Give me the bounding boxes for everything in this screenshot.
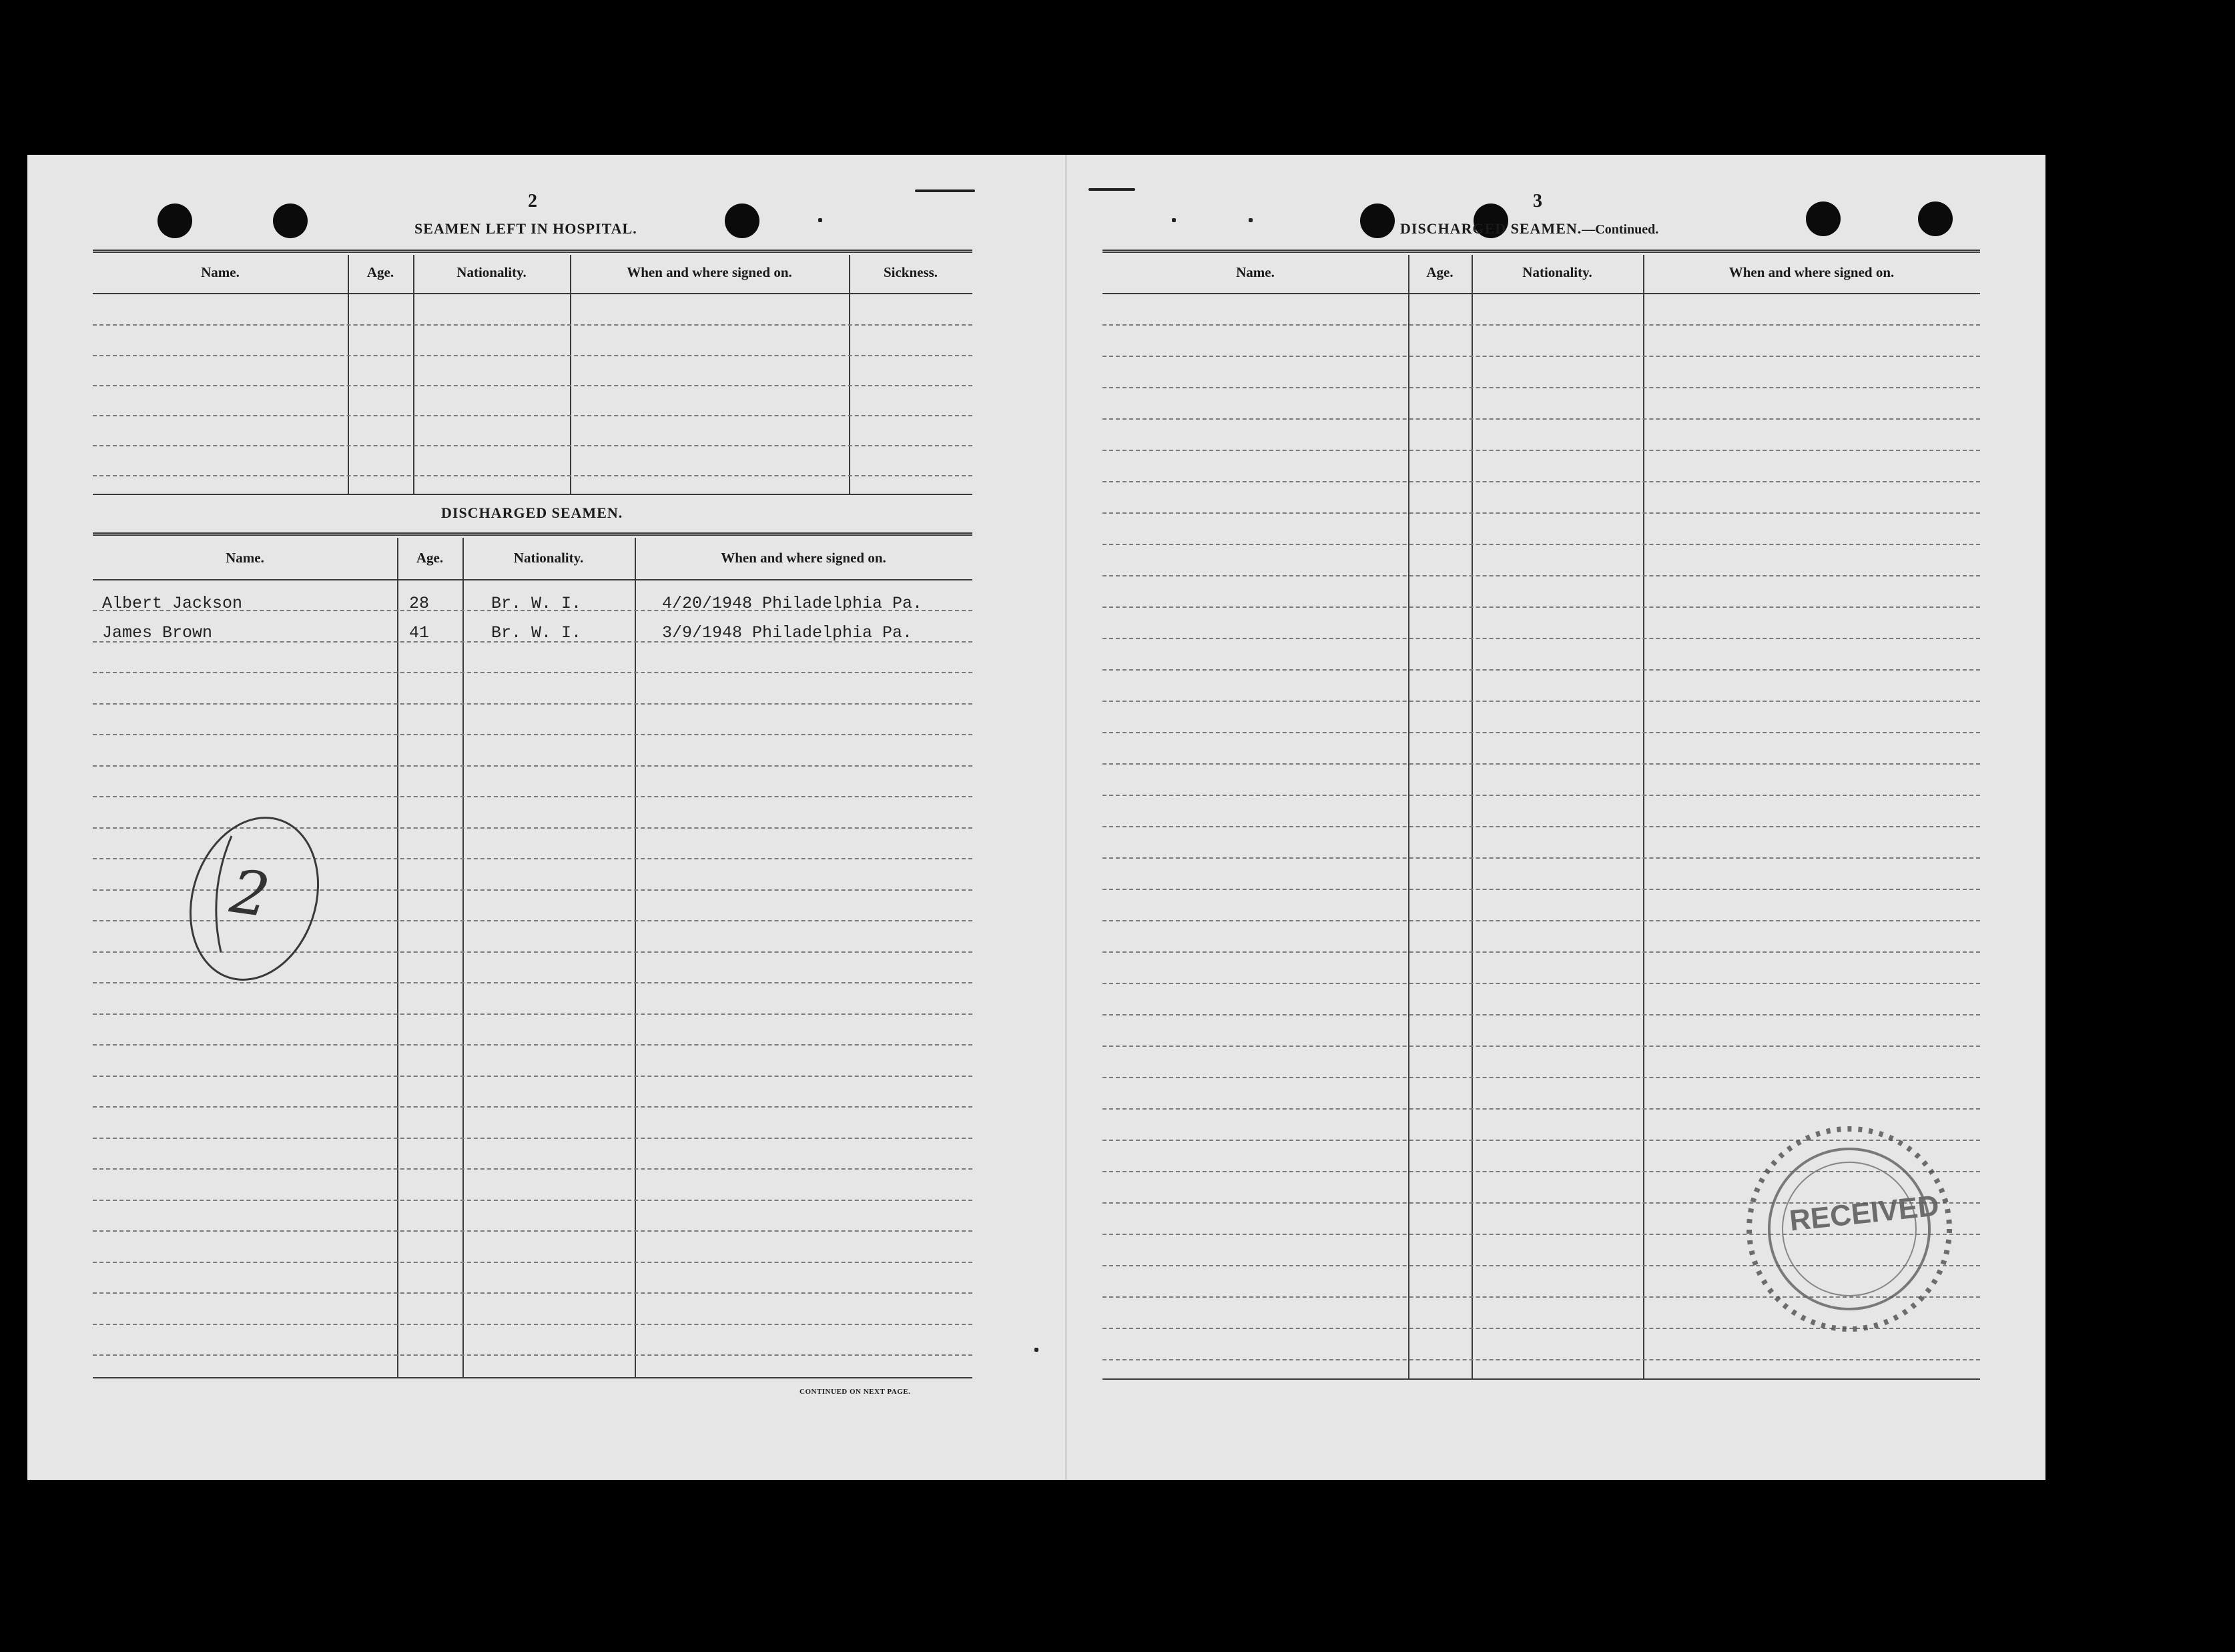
- hospital-table: [93, 250, 972, 495]
- header-rule: [93, 293, 972, 294]
- row-line: [1102, 920, 1980, 921]
- row-2-age: 41: [409, 623, 430, 643]
- column-header-nationality: Nationality.: [1522, 264, 1592, 280]
- document-sheet: [27, 155, 2045, 1480]
- column-divider: [570, 255, 571, 494]
- row-line: [93, 1168, 972, 1170]
- row-line: [93, 1324, 972, 1325]
- hospital-section-title: SEAMEN LEFT IN HOSPITAL.: [414, 220, 637, 237]
- table-bottom-rule: [93, 1377, 972, 1378]
- row-line: [1102, 387, 1980, 388]
- row-line: [93, 765, 972, 767]
- row-line: [1102, 951, 1980, 953]
- row-line: [93, 355, 972, 356]
- ink-speck: [915, 189, 975, 192]
- row-1-name: Albert Jackson: [102, 594, 243, 613]
- row-line: [1102, 1359, 1980, 1360]
- row-line: [1102, 1014, 1980, 1015]
- row-line: [1102, 1046, 1980, 1047]
- row-line: [93, 1262, 972, 1263]
- row-line: [1102, 732, 1980, 733]
- row-line: [93, 1230, 972, 1232]
- row-line: [93, 1076, 972, 1077]
- column-header-nationality: Nationality.: [513, 550, 584, 566]
- column-divider: [635, 538, 636, 1378]
- row-line: [1102, 450, 1980, 451]
- row-line: [1102, 418, 1980, 420]
- row-line: [1102, 701, 1980, 702]
- column-header-age: Age.: [1426, 264, 1454, 280]
- row-1-signed-on: 4/20/1948 Philadelphia Pa.: [662, 594, 923, 613]
- punch-hole: [725, 203, 759, 238]
- row-line: [93, 1354, 972, 1356]
- row-line: [1102, 889, 1980, 890]
- page-number-left: 2: [528, 191, 537, 212]
- row-line: [1102, 1077, 1980, 1078]
- row-line: [93, 324, 972, 326]
- right-section-title-text: DISCHARGED SEAMEN.: [1400, 220, 1582, 237]
- row-line: [1102, 512, 1980, 514]
- row-line: [93, 703, 972, 705]
- column-divider: [413, 255, 414, 494]
- row-line: [93, 1044, 972, 1046]
- row-line: [1102, 481, 1980, 482]
- column-header-nationality: Nationality.: [456, 264, 527, 280]
- row-2-nationality: Br. W. I.: [491, 623, 582, 643]
- column-header-age: Age.: [366, 264, 394, 280]
- row-1-nationality: Br. W. I.: [491, 594, 582, 613]
- header-rule: [93, 579, 972, 580]
- row-line: [93, 641, 972, 643]
- row-line: [1102, 669, 1980, 671]
- row-line: [93, 415, 972, 416]
- row-line: [93, 1106, 972, 1108]
- discharged-section-title: DISCHARGED SEAMEN.: [441, 504, 623, 521]
- received-stamp: [1742, 1122, 1956, 1336]
- ink-speck: [1088, 188, 1135, 191]
- circled-number-mark: [174, 812, 334, 985]
- row-line: [93, 1200, 972, 1201]
- column-divider: [348, 255, 349, 494]
- table-top-rule: [1102, 250, 1980, 255]
- row-line: [93, 796, 972, 797]
- row-line: [1102, 356, 1980, 357]
- row-line: [93, 385, 972, 386]
- row-line: [1102, 606, 1980, 608]
- row-1-age: 28: [409, 594, 430, 613]
- circled-number-text: 2: [226, 856, 274, 931]
- row-2-name: James Brown: [102, 623, 213, 643]
- row-line: [93, 734, 972, 735]
- row-line: [93, 445, 972, 446]
- column-header-age: Age.: [416, 550, 444, 566]
- row-line: [1102, 638, 1980, 639]
- column-divider: [1472, 255, 1473, 1379]
- column-header-signed-on: When and where signed on.: [721, 550, 886, 566]
- row-line: [93, 475, 972, 476]
- right-section-title-suffix: —Continued.: [1582, 222, 1659, 237]
- row-line: [1102, 1108, 1980, 1110]
- column-header-signed-on: When and where signed on.: [627, 264, 792, 280]
- column-divider: [397, 538, 398, 1378]
- row-line: [93, 610, 972, 611]
- column-header-signed-on: When and where signed on.: [1728, 264, 1895, 280]
- column-header-name: Name.: [201, 264, 240, 280]
- ink-speck: [818, 218, 822, 222]
- row-line: [93, 672, 972, 673]
- table-top-rule: [93, 532, 972, 538]
- table-top-rule: [93, 250, 972, 255]
- header-rule: [1102, 293, 1980, 294]
- continued-note: CONTINUED ON NEXT PAGE.: [800, 1388, 911, 1396]
- column-header-name: Name.: [1236, 264, 1275, 280]
- row-2-signed-on: 3/9/1948 Philadelphia Pa.: [662, 623, 913, 643]
- row-line: [1102, 857, 1980, 859]
- row-line: [1102, 983, 1980, 984]
- row-line: [1102, 544, 1980, 545]
- row-line: [1102, 575, 1980, 576]
- punch-hole: [1360, 203, 1395, 238]
- stamp-text: RECEIVED: [1788, 1189, 1941, 1238]
- row-line: [93, 1138, 972, 1139]
- page-number-right: 3: [1533, 191, 1542, 212]
- row-line: [1102, 763, 1980, 765]
- column-header-name: Name.: [226, 550, 264, 566]
- ink-speck: [1172, 218, 1176, 222]
- punch-hole: [1806, 201, 1841, 236]
- column-header-sickness: Sickness.: [883, 264, 938, 280]
- center-fold: [1065, 155, 1067, 1480]
- column-divider: [849, 255, 850, 494]
- right-section-title: [1400, 220, 1658, 238]
- ink-speck: [1034, 1348, 1038, 1352]
- column-divider: [462, 538, 464, 1378]
- punch-hole: [1918, 201, 1953, 236]
- punch-hole: [157, 203, 192, 238]
- row-line: [93, 1292, 972, 1294]
- column-divider: [1408, 255, 1409, 1379]
- table-bottom-rule: [93, 494, 972, 495]
- ink-speck: [1249, 218, 1253, 222]
- row-line: [1102, 795, 1980, 796]
- row-line: [1102, 324, 1980, 326]
- punch-hole: [273, 203, 308, 238]
- row-line: [93, 1013, 972, 1015]
- column-divider: [1643, 255, 1644, 1379]
- table-bottom-rule: [1102, 1378, 1980, 1380]
- row-line: [1102, 826, 1980, 827]
